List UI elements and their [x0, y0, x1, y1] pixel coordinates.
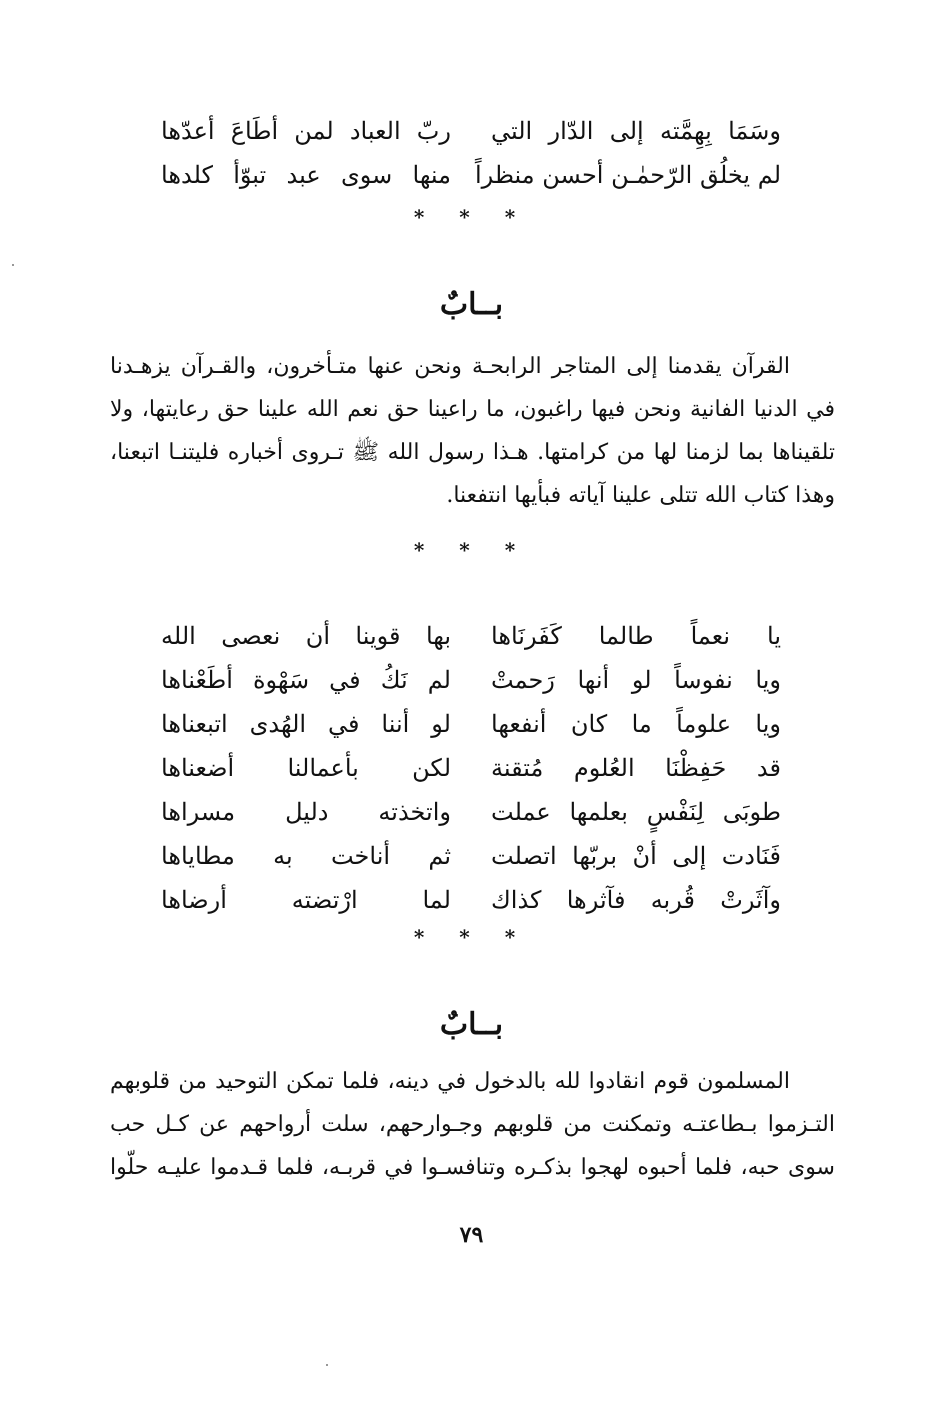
- verse-row: [161, 878, 781, 922]
- poem-2: [161, 614, 781, 922]
- verse-left-hemistich: ثم أناخت به مطاياها: [161, 842, 451, 870]
- scan-speck: [12, 264, 14, 266]
- text-line: القرآن يقدمنا إلى المتاجر الرابحـة ونحن عنها متـأخرون، والقـرآن يزهـدنا: [110, 354, 790, 379]
- verse-row: [161, 109, 781, 153]
- text-line: تلقيناها بما لزمنا لها من كرامتها. هـذا رسول الله ﷺ تـروى أخباره فليتنـا اتبعنا،: [110, 440, 835, 465]
- verse-row: [161, 702, 781, 746]
- verse-left-hemistich: لم نَكُ في سَهْوة أطَعْناها: [161, 666, 451, 694]
- section-separator: * * *: [413, 925, 530, 949]
- verse-right-hemistich: وسَمَا بِهِمَّته إلى الدّار التي: [491, 117, 781, 145]
- verse-row: [161, 746, 781, 790]
- verse-left-hemistich: لو أننا في الهُدى اتبعناها: [161, 710, 451, 738]
- text-line: في الدنيا الفانية ونحن فيها راغبون، ما راعينا حق نعم الله علينا حق رعايتها، ولا: [110, 397, 835, 422]
- verse-row: [161, 658, 781, 702]
- section-heading: بــابٌ: [439, 287, 504, 322]
- text-line: وهذا كتاب الله تتلى علينا آياته فبأيها انتفعنا.: [446, 483, 835, 508]
- section-separator: * * *: [413, 538, 530, 562]
- page-number: ٧٩: [459, 1222, 484, 1248]
- text-line: المسلمون قوم انقادوا لله بالدخول في دينه، فلما تمكن التوحيد من قلوبهم: [110, 1069, 790, 1094]
- verse-left-hemistich: لكن بأعمالنا أضعناها: [161, 754, 451, 782]
- scan-speck: [326, 1364, 328, 1366]
- verse-row: [161, 790, 781, 834]
- section-1-text: [110, 345, 835, 517]
- poem-1: [161, 109, 781, 197]
- verse-left-hemistich: ربّ العباد لمن أطَاعَ أعدّها: [161, 117, 451, 145]
- verse-right-hemistich: ويا علوماً ما كان أنفعها: [491, 710, 781, 738]
- verse-right-hemistich: فَنَادت إلى أنْ بربّها اتصلت: [491, 842, 781, 870]
- text-line: سوى حبه، فلما أحبوه لهجوا بذكـره وتنافسـوا في قربـه، فلما قـدموا عليـه حلّوا: [110, 1155, 835, 1180]
- verse-right-hemistich: طوبَى لِنَفْسٍ بعلمها عملت: [491, 798, 781, 826]
- verse-left-hemistich: منها سوى عبد تبوّأ كلدها: [161, 161, 451, 189]
- section-2-text: [110, 1060, 835, 1189]
- section-separator: * * *: [413, 205, 530, 229]
- text-line: التـزموا بـطاعتـه وتمكنت من قلوبهم وجـوارحهم، سلت أرواحهم عن كـل حب: [110, 1112, 835, 1137]
- verse-right-hemistich: ويا نفوساً لو أنها رَحمتْ: [491, 666, 781, 694]
- verse-left-hemistich: لما ارْتضته أرضاها: [161, 886, 451, 914]
- verse-right-hemistich: قد حَفِظْنَا العُلوم مُتقنة: [491, 754, 781, 782]
- verse-row: [161, 153, 781, 197]
- verse-left-hemistich: واتخذته دليل مسراها: [161, 798, 451, 826]
- verse-right-hemistich: يا نعماً طالما كَفَرنَاها: [491, 622, 781, 650]
- verse-row: [161, 834, 781, 878]
- verse-row: [161, 614, 781, 658]
- section-heading: بــابٌ: [439, 1007, 504, 1042]
- verse-right-hemistich: لم يخلُق الرّحمٰـن أحسن منظراً: [474, 161, 781, 189]
- verse-right-hemistich: وآثَرتْ قُربه فآثرها كذاك: [491, 886, 781, 914]
- verse-left-hemistich: بها قوينا أن نعصى الله: [161, 622, 451, 650]
